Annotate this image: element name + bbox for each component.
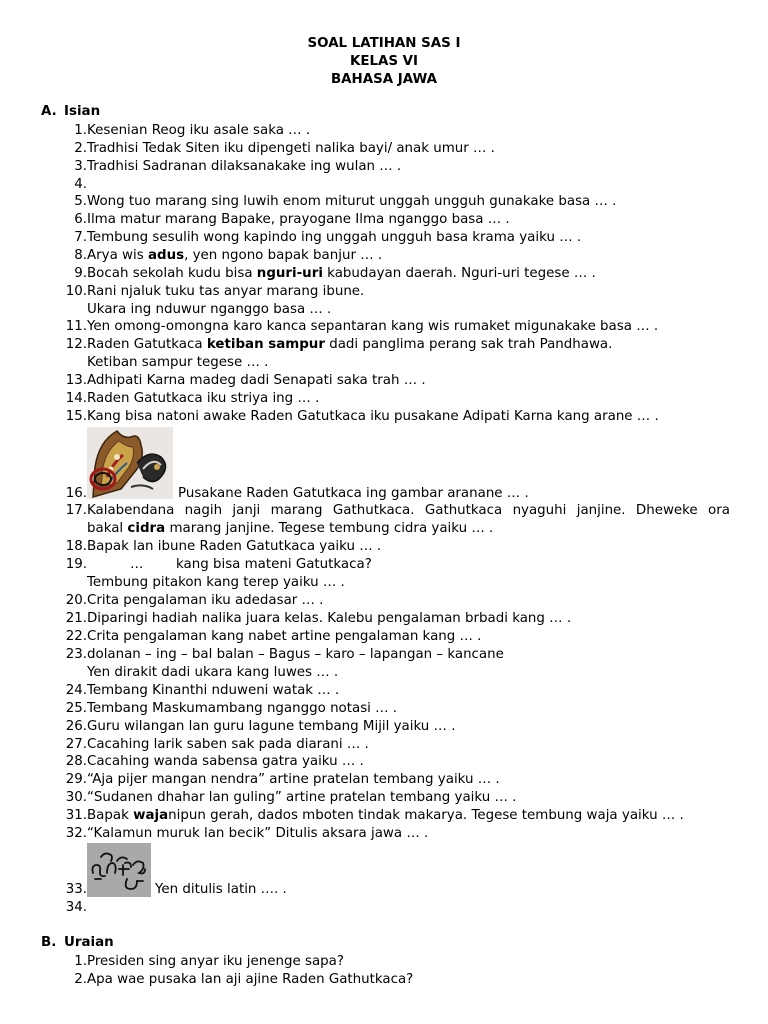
document-header [0, 35, 768, 89]
word: janji [232, 503, 261, 518]
question-number: 8. [74, 248, 87, 263]
question-number: 32. [65, 826, 87, 841]
header-title: SOAL LATIHAN SAS I [307, 36, 461, 51]
javanese-script-image [87, 843, 151, 897]
question-number: 21. [65, 611, 87, 626]
section-a-title: Isian [64, 104, 101, 119]
word: ora [708, 503, 730, 518]
question-number: 12. [65, 337, 87, 352]
question-number: 26. [65, 719, 87, 734]
bold-term: ketiban sampur [206, 337, 325, 352]
question-12-continuation: Ketiban sampur tegese … . [87, 355, 269, 370]
question-text: Tembung sesulih wong kapindo ing unggah ungguh basa krama yaiku … . [87, 230, 582, 245]
text-part: , yen ngono bapak banjur … . [184, 248, 383, 263]
question-number: 23. [65, 647, 87, 662]
question-text: Tradhisi Tedak Siten iku dipengeti nalika bayi/ anak umur … . [87, 141, 495, 156]
question-number: 29. [65, 772, 87, 787]
question-text: “Kalamun muruk lan becik” Ditulis aksara jawa … . [87, 826, 429, 841]
question-text: Ilma matur marang Bapake, prayogane Ilma nganggo basa … . [87, 212, 510, 227]
question-text: Raden Gatutkaca iku striya ing … . [87, 391, 320, 406]
question-23-continuation: Yen dirakit dadi ukara kang luwes … . [87, 665, 339, 680]
question-text: Crita pengalaman iku adedasar … . [87, 593, 324, 608]
bold-term: nguri-uri [256, 266, 323, 281]
question-number: 17. [65, 503, 87, 518]
word: nyaguhi [512, 503, 567, 518]
question-19-continuation: Tembung pitakon kang terep yaiku … . [87, 575, 345, 590]
text-part: marang janjine. Tegese tembung cidra yaiku … . [165, 521, 494, 536]
question-text: “Sudanen dhahar lan guling” artine pratelan tembang yaiku … . [87, 790, 517, 805]
word: Kalabendana [87, 503, 175, 518]
question-text: Kesenian Reog iku asale saka … . [87, 123, 311, 138]
question-number: 13. [65, 373, 87, 388]
question-number: 3. [74, 159, 87, 174]
question-text: Rani njaluk tuku tas anyar marang ibune. [87, 284, 365, 299]
header-class: KELAS VI [349, 54, 419, 69]
text-part: bakal [87, 521, 128, 536]
question-text [87, 247, 382, 265]
question-text [87, 336, 612, 354]
word: Gathutkaca [424, 503, 503, 518]
question-text: Yen ditulis latin …. . [155, 882, 287, 897]
question-number: 25. [65, 701, 87, 716]
bold-term: adus [147, 248, 185, 263]
question-text: Cacahing wanda sabensa gatra yaiku … . [87, 754, 364, 769]
question-text: Bapak lan ibune Raden Gatutkaca yaiku … . [87, 539, 382, 554]
text-part: dadi panglima perang sak trah Pandhawa. [324, 337, 613, 352]
bold-term: cidra [127, 521, 166, 536]
text-part: Arya wis [87, 248, 148, 263]
question-number: 33. [65, 882, 87, 897]
question-text: Guru wilangan lan guru lagune tembang Mijil yaiku … . [87, 719, 456, 734]
question-number: 7. [74, 230, 87, 245]
question-number: 34. [65, 900, 87, 915]
question-text [87, 265, 596, 283]
question-text [87, 502, 730, 520]
bold-term: waja [133, 808, 169, 823]
text-part: Raden Gatutkaca [87, 337, 207, 352]
question-text: Apa wae pusaka lan aji ajine Raden Gathutkaca? [87, 972, 414, 987]
question-number: 16. [65, 486, 87, 501]
question-number: 20. [65, 593, 87, 608]
question-number: 15. [65, 409, 87, 424]
question-text: Tradhisi Sadranan dilaksanakake ing wulan … . [87, 159, 402, 174]
question-number: 14. [65, 391, 87, 406]
question-text [87, 807, 684, 825]
question-number: 1. [74, 954, 87, 969]
section-b-letter: B. [41, 935, 57, 950]
text-part: Bapak [87, 808, 134, 823]
question-number: 31. [65, 808, 87, 823]
question-number: 2. [74, 972, 87, 987]
question-number: 10. [65, 284, 87, 299]
header-subject: BAHASA JAWA [330, 72, 438, 87]
question-text: Diparingi hadiah nalika juara kelas. Kalebu pengalaman brbadi kang … . [87, 611, 572, 626]
section-a-letter: A. [41, 104, 57, 119]
question-text: Adhipati Karna madeg dadi Senapati saka trah … . [87, 373, 426, 388]
question-text: Wong tuo marang sing luwih enom miturut unggah ungguh gunakake basa … . [87, 194, 617, 209]
word: nagih [184, 503, 223, 518]
question-10-continuation: Ukara ing nduwur nganggo basa … . [87, 302, 332, 317]
question-number: 30. [65, 790, 87, 805]
question-text: Yen omong-omongna karo kanca sepantaran kang wis rumaket migunakake basa … . [87, 319, 659, 334]
question-number: 6. [74, 212, 87, 227]
question-text: Kang bisa natoni awake Raden Gatutkaca iku pusakane Adipati Karna kang arane … . [87, 409, 659, 424]
question-text: Tembang Maskumambang nganggo notasi … . [87, 701, 398, 716]
text-part: kabudayan daerah. Nguri-uri tegese … . [322, 266, 596, 281]
question-text: Crita pengalaman kang nabet artine pengalaman kang … . [87, 629, 482, 644]
word: Dheweke [635, 503, 698, 518]
question-text: Presiden sing anyar iku jenenge sapa? [87, 954, 344, 969]
question-number: 9. [74, 266, 87, 281]
question-text: kang bisa mateni Gatutkaca? [176, 557, 372, 572]
wayang-weapon-image [87, 427, 173, 499]
question-number: 1. [74, 123, 87, 138]
text-part: Bocah sekolah kudu bisa [87, 266, 257, 281]
question-number: 28. [65, 754, 87, 769]
question-blank: … [130, 557, 144, 572]
question-text: dolanan – ing – bal balan – Bagus – karo – lapangan – kancane [87, 647, 504, 662]
section-b-heading [41, 935, 114, 950]
question-number: 18. [65, 539, 87, 554]
section-b-title: Uraian [64, 935, 114, 950]
question-text: “Aja pijer mangan nendra” artine pratelan tembang yaiku … . [87, 772, 500, 787]
question-text: Tembang Kinanthi nduweni watak … . [87, 683, 340, 698]
text-part: nipun gerah, dados mboten tindak makarya. Tegese tembung waja yaiku … . [168, 808, 684, 823]
question-text: Cacahing larik saben sak pada diarani … . [87, 737, 369, 752]
word: marang [270, 503, 323, 518]
word: Gathutkaca. [332, 503, 415, 518]
question-text: Pusakane Raden Gatutkaca ing gambar aranane … . [178, 486, 529, 501]
question-number: 11. [65, 319, 87, 334]
question-17-continuation [87, 520, 493, 538]
question-number: 22. [65, 629, 87, 644]
section-a-heading [41, 104, 100, 119]
question-number: 19. [65, 557, 87, 572]
question-number: 4. [74, 177, 87, 192]
question-number: 5. [74, 194, 87, 209]
question-number: 27. [65, 737, 87, 752]
word: janjine. [576, 503, 626, 518]
question-number: 2. [74, 141, 87, 156]
question-number: 24. [65, 683, 87, 698]
